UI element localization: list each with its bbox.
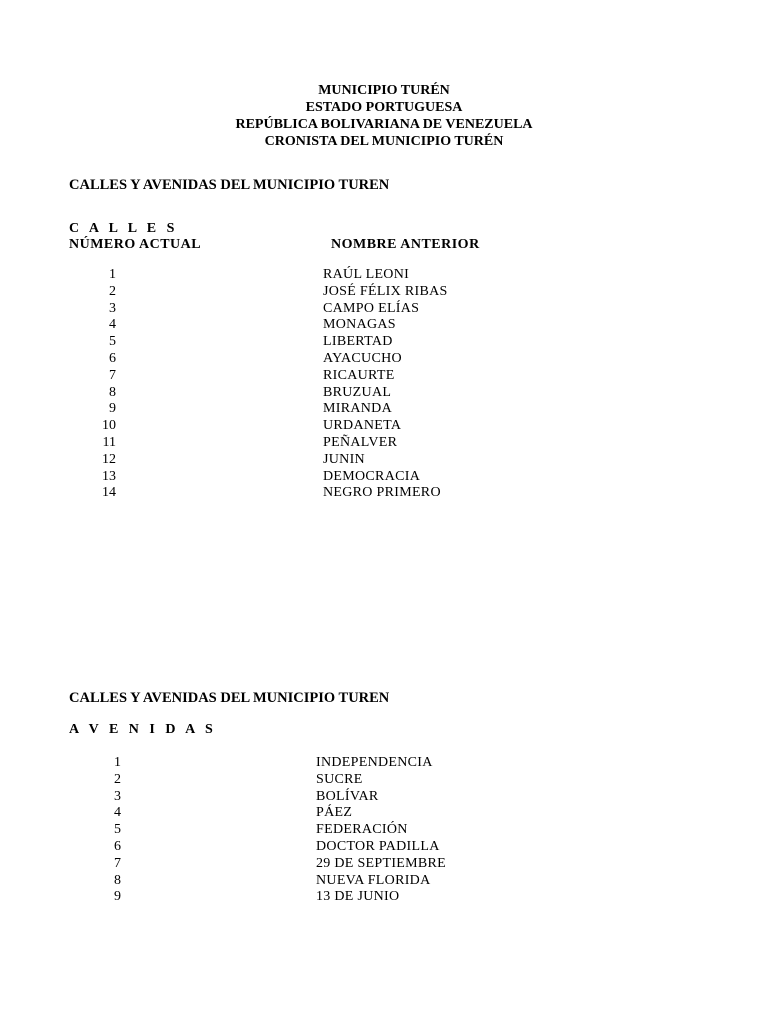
- table-row: [0, 888, 768, 905]
- row-number: 14: [102, 485, 116, 501]
- table-row: [0, 283, 768, 300]
- row-number: 4: [109, 317, 116, 333]
- table-row: [0, 451, 768, 468]
- avenidas-table: [0, 754, 768, 905]
- table-row: [0, 266, 768, 283]
- row-name: NUEVA FLORIDA: [316, 872, 431, 888]
- row-name: MIRANDA: [323, 401, 392, 417]
- row-name: BOLÍVAR: [316, 788, 379, 804]
- row-name: AYACUCHO: [323, 350, 402, 366]
- row-number: 6: [109, 350, 116, 366]
- row-name: NEGRO PRIMERO: [323, 485, 441, 501]
- row-number: 9: [109, 401, 116, 417]
- table-row: [0, 400, 768, 417]
- table-row: [0, 754, 768, 771]
- row-number: 11: [102, 434, 116, 450]
- row-name: 29 DE SEPTIEMBRE: [316, 855, 447, 871]
- row-number: 10: [102, 418, 116, 434]
- table-row: [0, 855, 768, 872]
- row-name: PEÑALVER: [323, 434, 398, 450]
- row-number: 8: [109, 384, 116, 400]
- table-row: [0, 333, 768, 350]
- document-header: [0, 82, 768, 150]
- table-row: [0, 316, 768, 333]
- row-name: URDANETA: [323, 418, 402, 434]
- table-row: [0, 788, 768, 805]
- header-cronista: CRONISTA DEL MUNICIPIO TURÉN: [264, 134, 504, 149]
- row-number: 7: [114, 855, 121, 871]
- table-row: [0, 771, 768, 788]
- row-number: 13: [102, 468, 116, 484]
- avenidas-subtitle: A V E N I D A S: [69, 722, 217, 737]
- row-name: FEDERACIÓN: [316, 822, 408, 838]
- row-name: INDEPENDENCIA: [316, 755, 433, 770]
- row-name: LIBERTAD: [323, 334, 393, 350]
- calles-subtitle: C A L L E S: [69, 221, 178, 236]
- table-row: [0, 434, 768, 451]
- row-name: MONAGAS: [323, 317, 396, 333]
- row-name: DEMOCRACIA: [323, 468, 421, 484]
- row-number: 5: [114, 822, 121, 838]
- row-name: 13 DE JUNIO: [316, 889, 400, 905]
- section-calles-title: CALLES Y AVENIDAS DEL MUNICIPIO TUREN: [69, 177, 390, 193]
- column-header-nombre-anterior: NOMBRE ANTERIOR: [331, 237, 480, 252]
- table-row: [0, 872, 768, 889]
- row-name: CAMPO ELÍAS: [323, 300, 420, 316]
- table-row: [0, 484, 768, 501]
- header-republica: REPÚBLICA BOLIVARIANA DE VENEZUELA: [235, 117, 533, 132]
- table-row: [0, 384, 768, 401]
- row-number: 1: [114, 755, 121, 770]
- table-row: [0, 350, 768, 367]
- header-estado: ESTADO PORTUGUESA: [305, 100, 463, 115]
- row-name: RAÚL LEONI: [323, 267, 410, 282]
- row-name: RICAURTE: [323, 367, 395, 383]
- row-number: 3: [109, 300, 116, 316]
- row-number: 1: [109, 267, 116, 282]
- calles-table: [0, 266, 768, 501]
- table-row: [0, 417, 768, 434]
- row-number: 2: [109, 283, 116, 299]
- header-municipio: MUNICIPIO TURÉN: [318, 83, 450, 98]
- row-number: 12: [102, 451, 116, 467]
- row-number: 3: [114, 788, 121, 804]
- row-name: DOCTOR PADILLA: [316, 838, 440, 854]
- row-number: 7: [109, 367, 116, 383]
- table-row: [0, 300, 768, 317]
- row-name: PÁEZ: [316, 805, 353, 821]
- table-row: [0, 804, 768, 821]
- row-name: JUNIN: [323, 451, 365, 467]
- row-name: BRUZUAL: [323, 384, 392, 400]
- row-number: 6: [114, 838, 121, 854]
- row-number: 2: [114, 771, 121, 787]
- table-row: [0, 468, 768, 485]
- row-number: 9: [114, 889, 121, 905]
- row-number: 5: [109, 334, 116, 350]
- row-name: SUCRE: [316, 771, 363, 787]
- row-number: 4: [114, 805, 121, 821]
- row-number: 8: [114, 872, 121, 888]
- table-row: [0, 838, 768, 855]
- table-row: [0, 367, 768, 384]
- section-avenidas-title: CALLES Y AVENIDAS DEL MUNICIPIO TUREN: [69, 690, 390, 706]
- column-header-numero-actual: NÚMERO ACTUAL: [69, 237, 202, 252]
- row-name: JOSÉ FÉLIX RIBAS: [323, 283, 448, 299]
- table-row: [0, 821, 768, 838]
